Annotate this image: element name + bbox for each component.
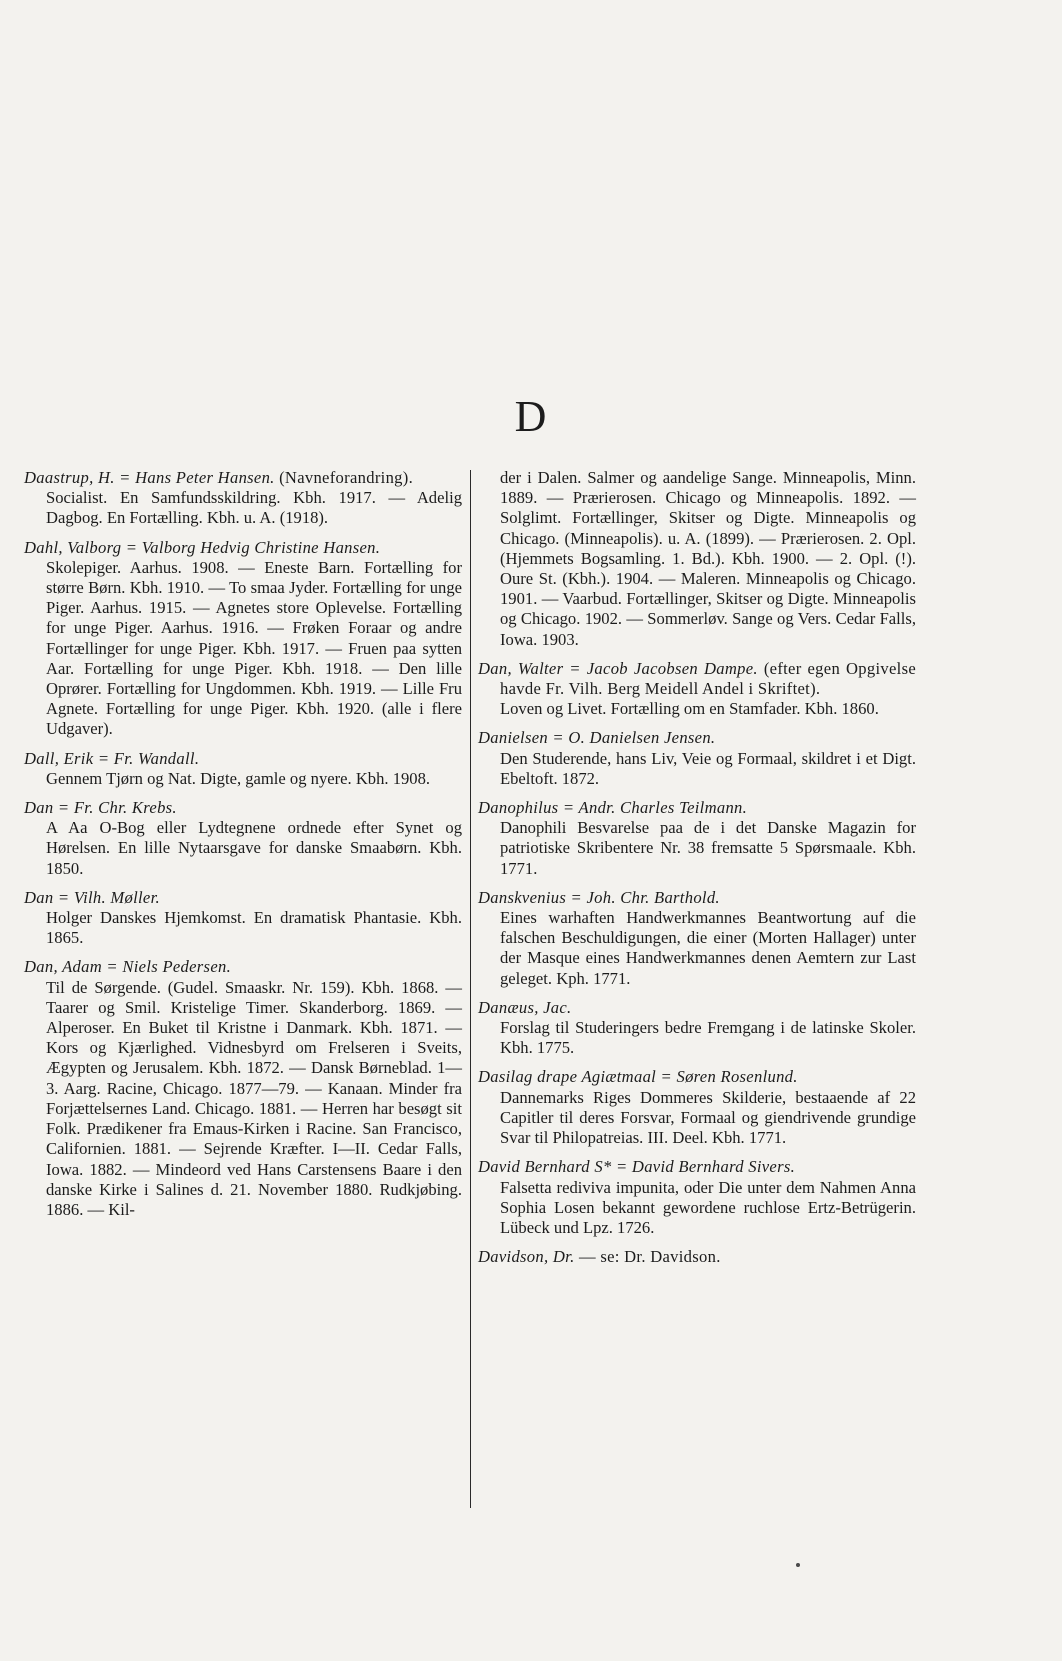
- entry-heading: David Bernhard S* = David Bernhard Sivers.: [478, 1157, 796, 1177]
- entry-heading-note: (efter egen Opgivelse havde Fr. Vilh. Berg Meidell Andel i Skriftet).: [500, 658, 916, 699]
- entry-danophilus: [478, 798, 916, 879]
- entry-works: A Aa O-Bog eller Lydtegnene ordnede efter Synet og Hørelsen. En lille Nytaarsgave for danske Smaabørn. Kbh. 1850.: [46, 818, 462, 878]
- entry-works: Dannemarks Riges Dommeres Skilderie, bestaaende af 22 Capitler til deres Forsvar, Formaal og giendrivende grundige Svar til Philopatreias. III. Deel. Kbh. 1771.: [500, 1087, 916, 1148]
- entry-heading: Danskvenius = Joh. Chr. Barthold.: [478, 887, 720, 907]
- entry-dan-krebs: [24, 798, 462, 879]
- entry-heading: Danæus, Jac.: [478, 997, 572, 1017]
- entry-heading: Dan = Vilh. Møller.: [24, 887, 160, 907]
- entry-heading: Dan, Adam = Niels Pedersen.: [24, 957, 232, 977]
- entry-works: Den Studerende, hans Liv, Veie og Formaal, skildret i et Digt. Ebeltoft. 1872.: [500, 748, 916, 788]
- entry-works: Gennem Tjørn og Nat. Digte, gamle og nyere. Kbh. 1908.: [46, 768, 431, 788]
- entry-works: Skolepiger. Aarhus. 1908. — Eneste Barn. Fortælling for større Børn. Kbh. 1910. — To smaa Jyder. Fortælling for unge Piger. Aarhus. 1915. — Agnetes store Oplevelse. Fortælling for unge Piger. Aarhus. 1916. — Frøken Foraar og andre Fortællinger for unge Piger. Kbh. 1917. — Fruen paa sytten Aar. Fortælling for unge Piger. Kbh. 1918. — Den lille Oprører. Fortælling for Ungdommen. Kbh. 1919. — Lille Fru Agnete. Fortælling for unge Piger. Kbh. 1920. (alle i flere Udgaver).: [46, 557, 462, 739]
- entry-heading: Danophilus = Andr. Charles Teilmann.: [478, 798, 748, 818]
- entry-dahl: [24, 538, 462, 740]
- entry-works: Forslag til Studeringers bedre Fremgang i de latinske Skoler. Kbh. 1775.: [500, 1018, 916, 1058]
- entry-continuation: der i Dalen. Salmer og aandelige Sange. Minneapolis, Minn. 1889. — Prærierosen. Chicago og Minneapolis. 1892. — Solglimt. Fortællinger, Skitser og Digte. Minneapolis og Chicago. (Minneapolis). u. A. (1899). — Prærierosen. 2. Opl. (Hjemmets Bogsamling. 1. Bd.). Kbh. 1900. — 2. Opl. (!). Oure St. (Kbh.). 1904. — Maleren. Minneapolis og Chicago. 1901. — Vaarbud. Fortællinger, Skitser og Digte. Minneapolis og Chicago. 1902. — Sommerløv. Sange og Vers. Cedar Falls, Iowa. 1903.: [500, 468, 916, 649]
- entry-works: Til de Sørgende. (Gudel. Smaaskr. Nr. 159). Kbh. 1868. — Taarer og Smil. Kristelige Timer. Skanderborg. 1869. — Alperoser. En Buket til Kristne i Danmark. Kbh. 1871. — Kors og Kjærlighed. Vidnesbyrd om Frelseren i Sveits, Ægypten og Jerusalem. Kbh. 1872. — Dansk Børneblad. 1—3. Aarg. Racine, Chicago. 1877—79. — Kanaan. Minder fra Forjættelsernes Land. Chicago. 1881. — Herren har besøgt sit Folk. Prædikener fra Emaus-Kirken i Racine. San Francisco, Californien. 1881. — Sejrende Kræfter. I—II. Cedar Falls, Iowa. 1882. — Mindeord ved Hans Carstensens Baare i den danske Kirke i Salines d. 21. November 1880. Rudkjøbing. 1886. — Kil-: [46, 977, 462, 1219]
- column-divider: [470, 470, 471, 1508]
- entry-heading: Dan, Walter = Jacob Jacobsen Dampe.: [478, 658, 758, 678]
- entry-works: Eines warhaften Handwerkmannes Beantwortung auf die falschen Beschuldigungen, die einer (Morten Hallager) unter der Masque eines Handwerkmannes denen Aemtern zur Last geleget. Kph. 1771.: [500, 908, 916, 988]
- entry-heading-note: — se: Dr. Davidson.: [574, 1247, 721, 1267]
- entry-heading: Dahl, Valborg = Valborg Hedvig Christine Hansen.: [24, 537, 381, 557]
- page-title: D: [514, 392, 548, 441]
- entry-heading: Daastrup, H. = Hans Peter Hansen.: [24, 468, 275, 487]
- entry-dan-moller: [24, 888, 462, 949]
- entry-danskvenius: [478, 888, 916, 989]
- right-column: [478, 468, 916, 1276]
- entry-heading: Davidson, Dr.: [478, 1247, 575, 1267]
- entry-heading: Dall, Erik = Fr. Wandall.: [24, 748, 200, 768]
- entry-david-bernhard: [478, 1157, 916, 1238]
- entry-dan-walter: [478, 659, 916, 720]
- entry-heading: Dan = Fr. Chr. Krebs.: [24, 798, 177, 818]
- entry-works: Falsetta rediviva impunita, oder Die unter dem Nahmen Anna Sophia Losen bekannt gewordene ruchlose Ertz-Betrügerin. Lübeck und Lpz. 1726.: [500, 1177, 916, 1237]
- entry-davidson: [478, 1247, 916, 1267]
- entry-dall: [24, 749, 462, 789]
- page-dot-mark: [796, 1563, 800, 1567]
- entry-heading: Dasilag drape Agiætmaal = Søren Rosenlund.: [478, 1067, 798, 1087]
- entry-works: Holger Danskes Hjemkomst. En dramatisk Phantasie. Kbh. 1865.: [46, 908, 462, 948]
- entry-danaeus: [478, 998, 916, 1059]
- entry-works: Socialist. En Samfundsskildring. Kbh. 1917. — Adelig Dagbog. En Fortælling. Kbh. u. A. (1918).: [46, 488, 462, 528]
- entry-dan-adam: [24, 957, 462, 1220]
- left-column: [24, 468, 462, 1229]
- entry-works: Danophili Besvarelse paa de i det Danske Magazin for patriotiske Skribentere Nr. 38 fremsatte 5 Spørsmaale. Kbh. 1771.: [500, 818, 916, 878]
- entry-dasilag: [478, 1067, 916, 1148]
- entry-daastrup: [24, 468, 462, 529]
- entry-danielsen: [478, 728, 916, 789]
- entry-works: Loven og Livet. Fortælling om en Stamfader. Kbh. 1860.: [500, 699, 879, 719]
- entry-heading: Danielsen = O. Danielsen Jensen.: [478, 728, 716, 748]
- entry-heading-note: (Navneforandring).: [274, 468, 414, 487]
